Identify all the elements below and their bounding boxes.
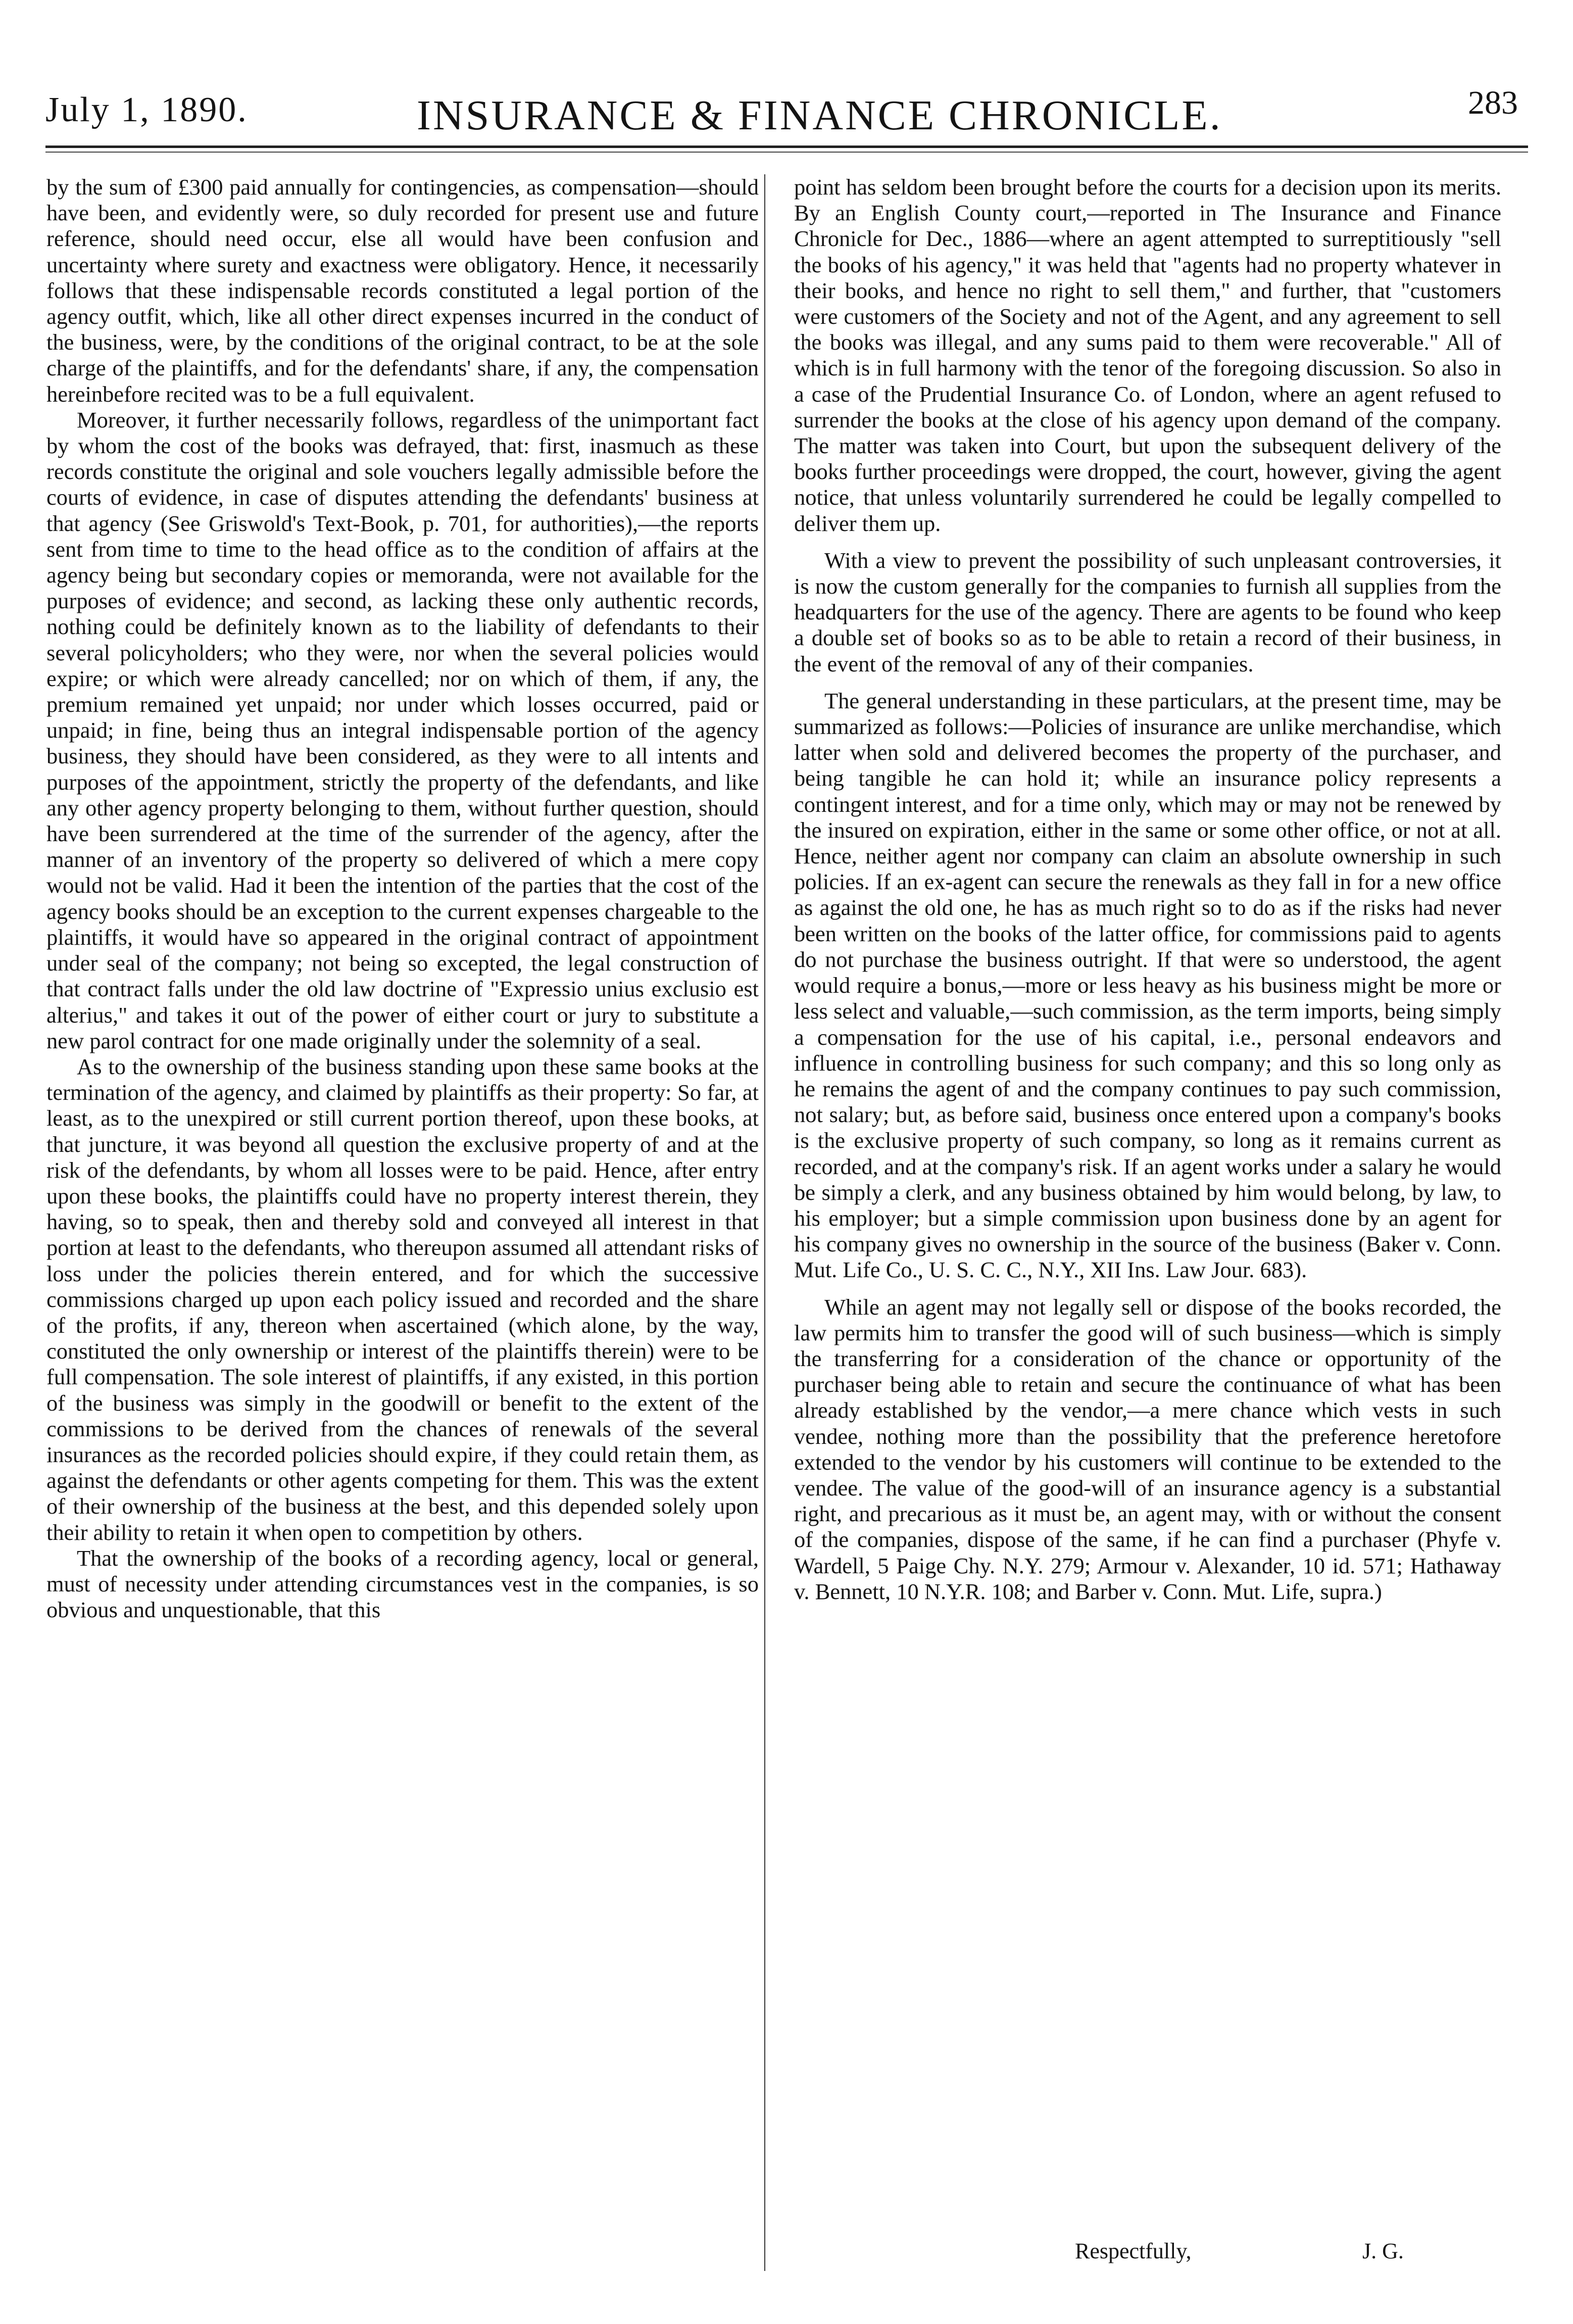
page-number: 283 [1468,84,1518,121]
paragraph: by the sum of £300 paid annually for contingencies, as compensation—should have been, and evidently were, so duly recorded for present use and future reference, should need occur, else all would have been confusion and uncertainty where surety and exactness were obligatory. Hence, it necessarily follows that these indispensable records constituted a legal portion of the agency outfit, which, like all other direct expenses incurred in the conduct of the business, were, by the conditions of the original contract, to be at the sole charge of the plaintiffs, and for the defendants' share, if any, the compensation hereinbefore recited was to be a full equivalent. [46,174,759,407]
publication-title: INSURANCE & FINANCE CHRONICLE. [417,92,1222,139]
header-rule [45,146,1528,148]
paragraph: The general understanding in these particulars, at the present time, may be summarized as follows:—Policies of insurance are unlike merchandise, which latter when sold and delivered becomes the property of the purchaser, and being tangible he can hold it; while an insurance policy represents a contingent interest, and for a time only, which may or may not be renewed by the insured on expiration, either in the same or some other office, or not at all. Hence, neither agent nor company can claim an absolute ownership in such policies. If an ex-agent can secure the renewals as they fall in for a new office as against the old one, he has as much right so to do as if the risks had never been written on the books of the latter office, for commissions paid to agents do not purchase the business outright. If that were so understood, the agent would require a bonus,—more or less heavy as his business might be more or less select and valuable,—such commission, as the term imports, being simply a compensation for the use of his capital, i.e., personal endeavors and influence in controlling business for such company; and this so long only as he remains the agent of and the company continues to pay such commission, not salary; but, as before said, business once entered upon a company's books is the exclusive property of such company, so long as it remains current as recorded, and at the company's risk. If an agent works under a salary he would be simply a clerk, and any business obtained by him would belong, by law, to his employer; but a simple commission upon business done by an agent for his company gives no ownership in the source of the business (Baker v. Conn. Mut. Life Co., U. S. C. C., N.Y., XII Ins. Law Jour. 683). [794,688,1501,1283]
paragraph: As to the ownership of the business standing upon these same books at the termination of the agency, and claimed by plaintiffs as their property: So far, at least, as to the unexpired or still current portion thereof, upon these books, at that juncture, it was beyond all question the exclusive property of and at the risk of the defendants, by whom all losses were to be paid. Hence, after entry upon these books, the plaintiffs could have no property interest therein, they having, so to speak, then and thereby sold and conveyed all interest in that portion at least to the defendants, who thereupon assumed all attendant risks of loss under the policies therein entered, and for which the successive commissions charged up upon each policy issued and recorded and the share of the profits, if any, thereon when ascertained (which alone, by the way, constituted the only ownership or interest of the plaintiffs therein) were to be full compensation. The sole interest of plaintiffs, if any existed, in this portion of the business was simply in the goodwill or benefit to the extent of the commissions to be derived from the chances of renewals of the several insurances as the recorded policies should expire, if they could retain them, as against the defendants or other agents competing for them. This was the extent of their ownership of the business at the best, and this depended solely upon their ability to retain it when open to competition by others. [46,1053,759,1545]
paragraph: Moreover, it further necessarily follows, regardless of the unimportant fact by whom the cost of the books was defrayed, that: first, inasmuch as these records constitute the original and sole vouchers legally admissible before the courts of evidence, in case of disputes attending the defendants' business at that agency (See Griswold's Text-Book, p. 701, for authorities),—the reports sent from time to time to the head office as to the condition of affairs at the agency being but secondary copies or memoranda, were not available for the purposes of evidence; and second, as lacking these only authentic records, nothing could be definitely known as to the liability of defendants to their several policyholders; who they were, nor when the several policies would expire; or which were already cancelled; nor on which of them, if any, the premium remained yet unpaid; nor under which losses occurred, paid or unpaid; in fine, being thus an integral indispensable portion of the agency business, they should have been considered, as they were to all intents and purposes of the appointment, strictly the property of the defendants, and like any other agency property belonging to them, without further question, should have been surrendered at the time of the surrender of the agency, after the manner of an inventory of the property so delivered of which a mere copy would not be valid. Had it been the intention of the parties that the cost of the agency books should be an exception to the current expenses chargeable to the plaintiffs, it would have so appeared in the original contract of appointment under seal of the company; not being so excepted, the legal construction of that contract falls under the old law doctrine of "Expressio unius exclusio est alterius," and takes it out of the power of either court or jury to substitute a new parol contract for one made originally under the solemnity of a seal. [46,407,759,1053]
issue-date: July 1, 1890. [45,90,248,129]
signature-initials: J. G. [1362,2239,1404,2263]
paragraph: That the ownership of the books of a recording agency, local or general, must of necessity under attending circumstances vest in the companies, is so obvious and unquestionable, that this [46,1545,759,1623]
signature-closing: Respectfully, [1075,2239,1192,2263]
header-rule-thin [45,152,1528,153]
page-header [45,84,1528,158]
left-column [46,174,759,1623]
paragraph: With a view to prevent the possibility of such unpleasant controversies, it is now the custom generally for the companies to furnish all supplies from the headquarters for the use of the agency. There are agents to be found who keep a double set of books so as to be able to retain a record of their business, in the event of the removal of any of their companies. [794,547,1501,676]
paragraph: While an agent may not legally sell or dispose of the books recorded, the law permits him to transfer the good will of such business—which is simply the transferring for a consideration of the chance or opportunity of the purchaser being able to retain and secure the continuance of what has been already established by the vendor,—a mere chance which vests in such vendee, nothing more than the possibility that the preference heretofore extended to the vendor by his customers will continue to be extended to the vendee. The value of the good-will of an insurance agency is a substantial right, and precarious as it must be, an agent may, with or without the consent of the companies, dispose of the same, if he can find a purchaser (Phyfe v. Wardell, 5 Paige Chy. N.Y. 279; Armour v. Alexander, 10 id. 571; Hathaway v. Bennett, 10 N.Y.R. 108; and Barber v. Conn. Mut. Life, supra.) [794,1294,1501,1604]
column-divider [764,174,765,2271]
right-column [794,174,1501,1605]
paragraph: point has seldom been brought before the courts for a decision upon its merits. By an English County court,—reported in The Insurance and Finance Chronicle for Dec., 1886—where an agent attempted to surreptitiously "sell the books of his agency," it was held that "agents had no property whatever in their books, and hence no right to sell them," and further, that "customers were customers of the Society and not of the Agent, and any agreement to sell the books was illegal, and any sums paid to them were recoverable." All of which is in full harmony with the tenor of the foregoing discussion. So also in a case of the Prudential Insurance Co. of London, where an agent refused to surrender the books at the close of his agency upon demand of the company. The matter was taken into Court, but upon the subsequent delivery of the books further proceedings were dropped, the court, however, giving the agent notice, that unless voluntarily surrendered he could be legally compelled to deliver them up. [794,174,1501,536]
